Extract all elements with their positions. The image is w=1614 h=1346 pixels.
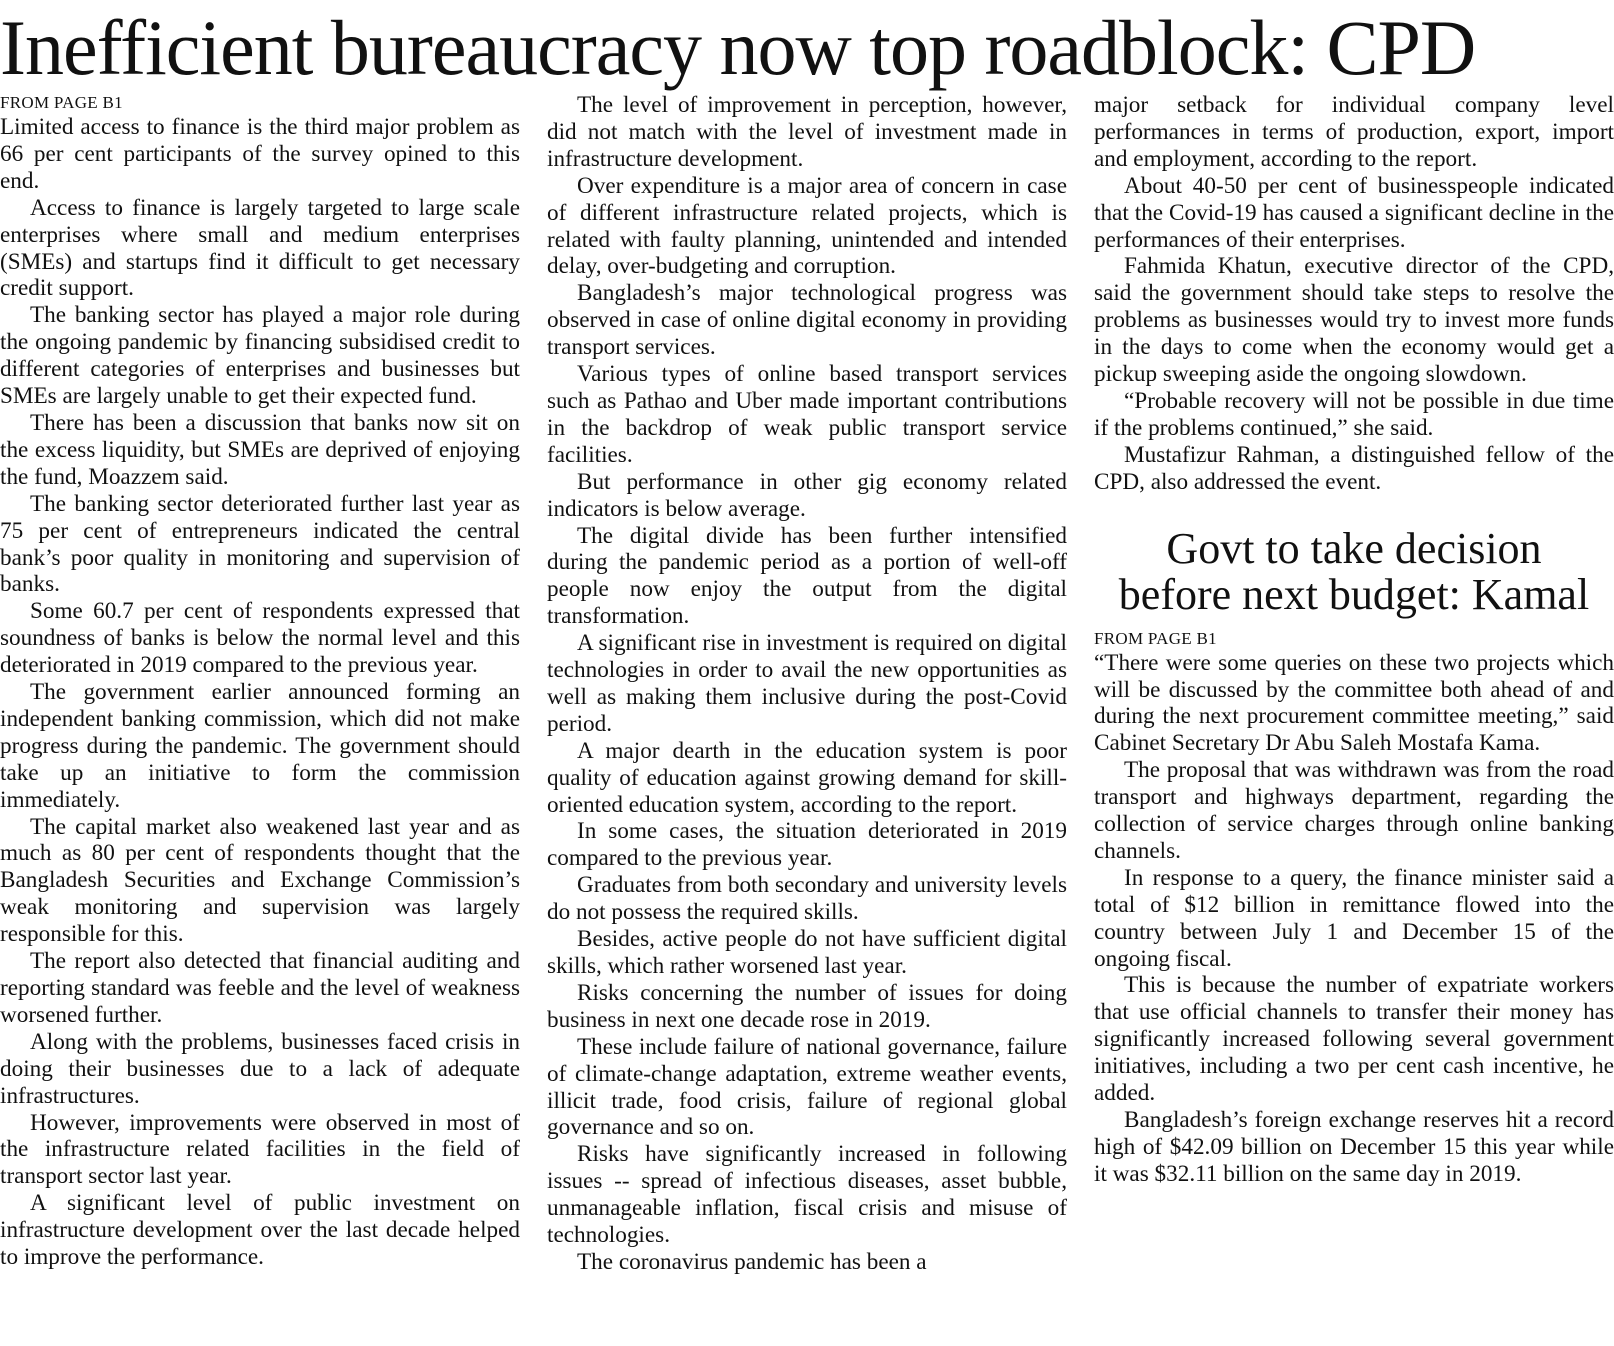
paragraph: The capital market also weakened last year and as much as 80 per cent of respondents thought that the Bangladesh Securities and Exchange Commission’s weak monitoring and supervision was largely responsible for this. — [0, 813, 520, 948]
paragraph: In response to a query, the finance minister said a total of $12 billion in remittance flowed into the country between July 1 and December 15 of the ongoing fiscal. — [1094, 864, 1614, 972]
paragraph: In some cases, the situation deteriorated in 2019 compared to the previous year. — [547, 818, 1067, 872]
paragraph: Fahmida Khatun, executive director of the CPD, said the government should take steps to resolve the problems as businesses would try to invest more funds in the days to come when the economy would get a pickup sweeping aside the ongoing slowdown. — [1094, 253, 1614, 388]
second-article-headline — [1094, 523, 1614, 619]
paragraph: The report also detected that financial auditing and reporting standard was feeble and the level of weakness worsened further. — [0, 948, 520, 1028]
second-headline-line-1: Govt to take decision — [1166, 523, 1542, 573]
paragraph: Access to finance is largely targeted to large scale enterprises where small and medium enterprises (SMEs) and startups find it difficult to get necessary credit support. — [0, 194, 520, 302]
paragraph: However, improvements were observed in most of the infrastructure related facilities in the field of transport sector last year. — [0, 1109, 520, 1190]
from-page-label: FROM PAGE B1 — [0, 93, 123, 112]
paragraph: “There were some queries on these two projects which will be discussed by the committee both ahead of and during the next procurement committee meeting,” said Cabinet Secretary Dr Abu Saleh Mostafa Kama. — [1094, 649, 1614, 757]
paragraph: The government earlier announced forming an independent banking commission, which did not make progress during the pandemic. The government should take up an initiative to form the commission immediately. — [0, 679, 520, 813]
article-column-1 — [0, 92, 520, 1271]
paragraph: But performance in other gig economy related indicators is below average. — [547, 468, 1067, 522]
paragraph: Risks have significantly increased in following issues -- spread of infectious diseases, asset bubble, unmanageable inflation, fiscal crisis and misuse of technologies. — [547, 1141, 1067, 1249]
paragraph: Over expenditure is a major area of concern in case of different infrastructure related projects, which is related with faulty planning, unintended and intended delay, over-budgeting and corruption. — [547, 172, 1067, 280]
second-headline-line-2: before next budget: Kamal — [1118, 569, 1590, 619]
paragraph: “Probable recovery will not be possible in due time if the problems continued,” she said. — [1094, 387, 1614, 441]
paragraph: major setback for individual company level performances in terms of production, export, import and employment, according to the report. — [1094, 92, 1614, 172]
paragraph: The coronavirus pandemic has been a — [577, 1248, 927, 1275]
article-headline: Inefficient bureaucracy now top roadblock: CPD — [0, 4, 1476, 91]
paragraph: These include failure of national governance, failure of climate-change adaptation, extreme weather events, illicit trade, food crisis, failure of regional global governance and so on. — [547, 1033, 1067, 1141]
paragraph: This is because the number of expatriate workers that use official channels to transfer their money has significantly increased following several government initiatives, including a two per cent cash incentive, he added. — [1094, 972, 1614, 1107]
paragraph: Limited access to finance is the third major problem as 66 per cent participants of the survey opined to this end. — [0, 114, 520, 194]
paragraph: The proposal that was withdrawn was from the road transport and highways department, regarding the collection of service charges through online banking channels. — [1094, 757, 1614, 864]
paragraph: The banking sector deteriorated further last year as 75 per cent of entrepreneurs indicated the central bank’s poor quality in monitoring and supervision of banks. — [0, 490, 520, 598]
from-page-label: FROM PAGE B1 — [1094, 628, 1217, 648]
paragraph: Some 60.7 per cent of respondents expressed that soundness of banks is below the normal level and this deteriorated in 2019 compared to the previous year. — [0, 598, 520, 679]
paragraph: Along with the problems, businesses faced crisis in doing their businesses due to a lack of adequate infrastructures. — [0, 1028, 520, 1109]
paragraph: There has been a discussion that banks now sit on the excess liquidity, but SMEs are deprived of enjoying the fund, Moazzem said. — [0, 409, 520, 490]
paragraph: A significant rise in investment is required on digital technologies in order to avail the new opportunities as well as making them inclusive during the post-Covid period. — [547, 630, 1067, 737]
paragraph: Risks concerning the number of issues for doing business in next one decade rose in 2019. — [547, 979, 1067, 1033]
article-column-3 — [1094, 92, 1614, 1188]
paragraph: About 40-50 per cent of businesspeople indicated that the Covid-19 has caused a significant decline in the performances of their enterprises. — [1094, 172, 1614, 253]
paragraph: The level of improvement in perception, however, did not match with the level of investment made in infrastructure development. — [547, 92, 1067, 172]
paragraph: Bangladesh’s foreign exchange reserves hit a record high of $42.09 billion on December 15 this year while it was $32.11 billion on the same day in 2019. — [1094, 1107, 1614, 1187]
paragraph: A major dearth in the education system is poor quality of education against growing demand for skill-oriented education system, according to the report. — [547, 737, 1067, 818]
paragraph: Bangladesh’s major technological progress was observed in case of online digital economy in providing transport services. — [547, 280, 1067, 361]
paragraph: Various types of online based transport services such as Pathao and Uber made important contributions in the backdrop of weak public transport service facilities. — [547, 361, 1067, 468]
paragraph: The digital divide has been further intensified during the pandemic period as a portion of well-off people now enjoy the output from the digital transformation. — [547, 522, 1067, 630]
paragraph: The banking sector has played a major role during the ongoing pandemic by financing subsidised credit to different categories of enterprises and businesses but SMEs are largely unable to get their expected fund. — [0, 302, 520, 410]
paragraph: Graduates from both secondary and university levels do not possess the required skills. — [547, 872, 1067, 926]
paragraph: Besides, active people do not have sufficient digital skills, which rather worsened last year. — [547, 926, 1067, 979]
article-column-2 — [547, 92, 1067, 1276]
paragraph: A significant level of public investment on infrastructure development over the last decade helped to improve the performance. — [0, 1190, 520, 1271]
paragraph: Mustafizur Rahman, a distinguished fellow of the CPD, also addressed the event. — [1094, 441, 1614, 495]
